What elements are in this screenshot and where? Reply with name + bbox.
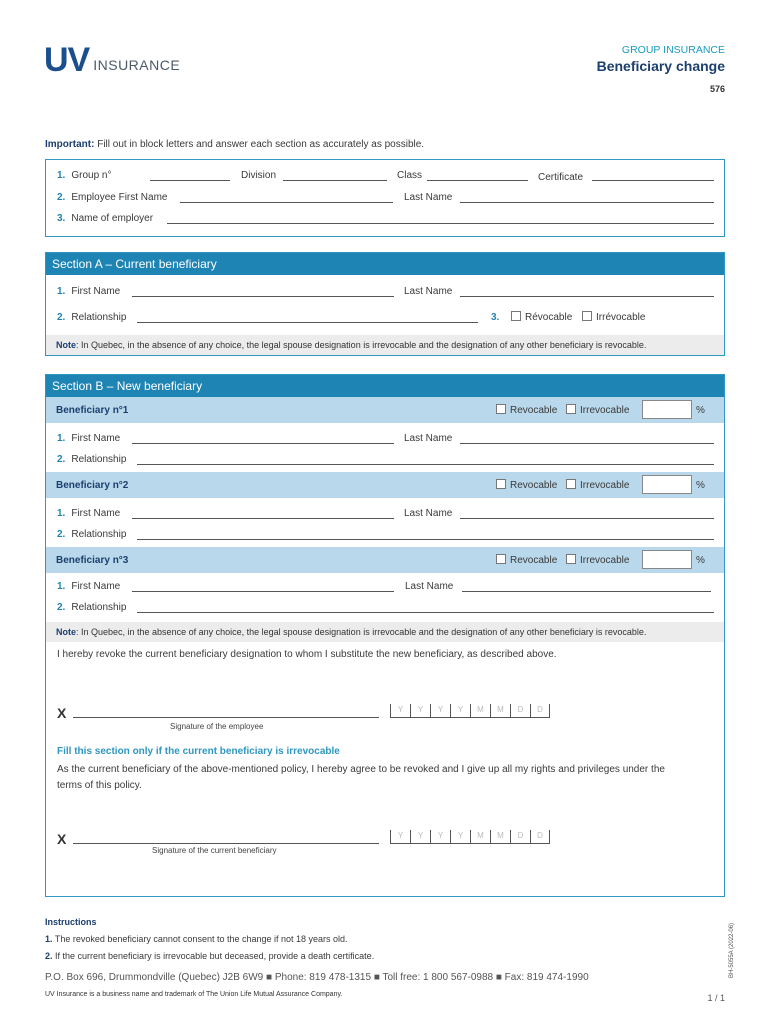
- b1-pct-sign: %: [696, 405, 705, 416]
- employee-info-box: [45, 159, 725, 237]
- irrevocable-section-title: Fill this section only if the current beneficiary is irrevocable: [57, 746, 340, 757]
- section-b-title: Section B – New beneficiary: [46, 375, 724, 397]
- instruction-1: 1. The revoked beneficiary cannot consent to the change if not 18 years old.: [45, 934, 348, 944]
- irrevocable-text-1: As the current beneficiary of the above-mentioned policy, I hereby agree to be revoked and I give up all my rights and privileges under the: [57, 764, 665, 775]
- important-label: Important:: [45, 139, 95, 150]
- current-signature-label: Signature of the current beneficiary: [152, 846, 277, 855]
- num-2: 2.: [57, 192, 66, 203]
- b2-irrevocable-checkbox[interactable]: [566, 479, 576, 489]
- employee-signature-field[interactable]: [73, 717, 379, 718]
- class-field[interactable]: [427, 180, 528, 181]
- row-employee: [46, 187, 724, 208]
- current-x-mark: X: [57, 831, 67, 847]
- employer-field[interactable]: [167, 223, 714, 224]
- employee-last-name-field[interactable]: [460, 202, 714, 203]
- current-last-name-label: Last Name: [404, 286, 453, 297]
- current-first-name-label: First Name: [71, 286, 121, 297]
- b2-last-name-field[interactable]: [460, 518, 714, 519]
- beneficiary-2-title: Beneficiary n°2: [56, 480, 129, 491]
- b1-percentage-input[interactable]: [642, 400, 692, 419]
- beneficiary-1-header: [46, 397, 724, 423]
- section-a-note: Note: In Quebec, in the absence of any choice, the legal spouse designation is irrevocable and the designation of any other beneficiary is revocable.: [46, 335, 724, 355]
- row-employer: [46, 208, 724, 229]
- page-number: 1 / 1: [707, 993, 725, 1003]
- certificate-label: Certificate: [538, 172, 584, 183]
- current-last-name-field[interactable]: [460, 296, 714, 297]
- class-label: Class: [397, 170, 423, 181]
- footer-trademark: UV Insurance is a business name and trademark of The Union Life Mutual Assurance Company.: [45, 991, 343, 998]
- b2-row-relationship: 2. Relationship: [46, 524, 724, 547]
- section-b: [45, 374, 725, 897]
- current-revocable-option[interactable]: Révocable: [511, 311, 572, 323]
- instructions-title: Instructions: [45, 917, 97, 927]
- beneficiary-3-header: Beneficiary n°3 Revocable Irrevocable %: [46, 547, 724, 573]
- beneficiary-1-title: Beneficiary n°1: [56, 405, 129, 416]
- revoke-text: I hereby revoke the current beneficiary designation to whom I substitute the new beneficiary, as described above.: [57, 649, 557, 660]
- b3-percentage-input[interactable]: [642, 550, 692, 569]
- logo-uv: UV: [44, 41, 90, 79]
- logo-insurance: INSURANCE: [93, 57, 181, 73]
- beneficiary-2-header: Beneficiary n°2 Revocable Irrevocable %: [46, 472, 724, 498]
- b1-irrevocable-checkbox[interactable]: [566, 404, 576, 414]
- section-a-title: Section A – Current beneficiary: [46, 253, 724, 275]
- group-label: Group n°: [71, 170, 112, 181]
- current-relationship-label: Relationship: [71, 312, 127, 323]
- form-code: BH-5055A (2022-06): [729, 922, 735, 978]
- certificate-field[interactable]: [592, 180, 714, 181]
- b3-irrevocable-checkbox[interactable]: [566, 554, 576, 564]
- signature-area: [46, 642, 724, 870]
- b1-row-names: 1. First Name Last Name: [46, 423, 724, 449]
- b1-last-name-field[interactable]: [460, 443, 714, 444]
- b2-irrevocable-option[interactable]: Irrevocable: [566, 479, 629, 491]
- header-right: [597, 44, 725, 94]
- division-field[interactable]: [283, 180, 387, 181]
- current-revocable-checkbox[interactable]: [511, 311, 521, 321]
- irrevocable-text-2: terms of this policy.: [57, 780, 142, 791]
- employer-label: Name of employer: [71, 213, 154, 224]
- employee-x-mark: X: [57, 705, 67, 721]
- group-insurance-label: GROUP INSURANCE: [621, 44, 725, 56]
- b1-relationship-field[interactable]: [137, 464, 714, 465]
- instructions: [45, 914, 374, 965]
- important-note: [45, 139, 424, 150]
- logo: [44, 41, 181, 79]
- current-signature-field[interactable]: [73, 843, 379, 844]
- b3-last-name-field[interactable]: [462, 591, 711, 592]
- num-1: 1.: [57, 170, 66, 181]
- section-a-row-names: 1. First Name Last Name: [46, 275, 724, 303]
- division-label: Division: [241, 170, 277, 181]
- b3-row-names: 1. First Name Last Name: [46, 573, 724, 597]
- b1-revocable-option[interactable]: Revocable: [496, 404, 557, 416]
- b3-relationship-field[interactable]: [137, 612, 714, 613]
- b2-percentage-input[interactable]: [642, 475, 692, 494]
- employee-last-name-label: Last Name: [404, 192, 453, 203]
- instruction-2: 2. If the current beneficiary is irrevocable but deceased, provide a death certificate.: [45, 951, 375, 961]
- b1-irrevocable-option[interactable]: Irrevocable: [566, 404, 629, 416]
- group-number-field[interactable]: [150, 180, 230, 181]
- b3-row-relationship: 2. Relationship: [46, 597, 724, 620]
- important-text: Fill out in block letters and answer each section as accurately as possible.: [94, 139, 425, 150]
- employee-date-field[interactable]: Y Y Y Y M M D D: [390, 704, 550, 718]
- row-group: [46, 166, 724, 187]
- num-3: 3.: [57, 213, 66, 224]
- beneficiary-3-title: Beneficiary n°3: [56, 555, 129, 566]
- b1-revocable-checkbox[interactable]: [496, 404, 506, 414]
- page-title: Beneficiary change: [596, 58, 725, 74]
- section-b-note: Note: In Quebec, in the absence of any choice, the legal spouse designation is irrevocable and the designation of any other beneficiary is revocable.: [46, 622, 724, 642]
- current-date-field[interactable]: Y Y Y Y M M D D: [390, 830, 550, 844]
- section-a-row-relationship: 2. Relationship 3. Révocable Irrévocable: [57, 312, 646, 323]
- b3-irrevocable-option[interactable]: Irrevocable: [566, 554, 629, 566]
- current-irrevocable-option[interactable]: Irrévocable: [582, 311, 645, 323]
- current-relationship-field[interactable]: [137, 322, 478, 323]
- b3-revocable-option[interactable]: Revocable: [496, 554, 557, 566]
- current-first-name-field[interactable]: [132, 296, 394, 297]
- b2-revocable-option[interactable]: Revocable: [496, 479, 557, 491]
- b1-row-relationship: 2. Relationship: [46, 449, 724, 472]
- b2-revocable-checkbox[interactable]: [496, 479, 506, 489]
- employee-signature-label: Signature of the employee: [170, 722, 264, 731]
- form-number: 576: [709, 84, 725, 94]
- b2-first-name-field[interactable]: [132, 518, 394, 519]
- employee-first-name-field[interactable]: [180, 202, 393, 203]
- current-irrevocable-checkbox[interactable]: [582, 311, 592, 321]
- b2-row-names: 1. First Name Last Name: [46, 498, 724, 524]
- employee-first-name-label: Employee First Name: [71, 192, 168, 203]
- b2-relationship-field[interactable]: [137, 539, 714, 540]
- b3-first-name-field[interactable]: [132, 591, 394, 592]
- b3-revocable-checkbox[interactable]: [496, 554, 506, 564]
- footer-address: P.O. Box 696, Drummondville (Quebec) J2B 6W9 ■ Phone: 819 478-1315 ■ Toll free: 1 800 567-0988 ■ Fax: 819 474-1990: [45, 972, 589, 983]
- section-a: [45, 252, 725, 356]
- b1-first-name-field[interactable]: [132, 443, 394, 444]
